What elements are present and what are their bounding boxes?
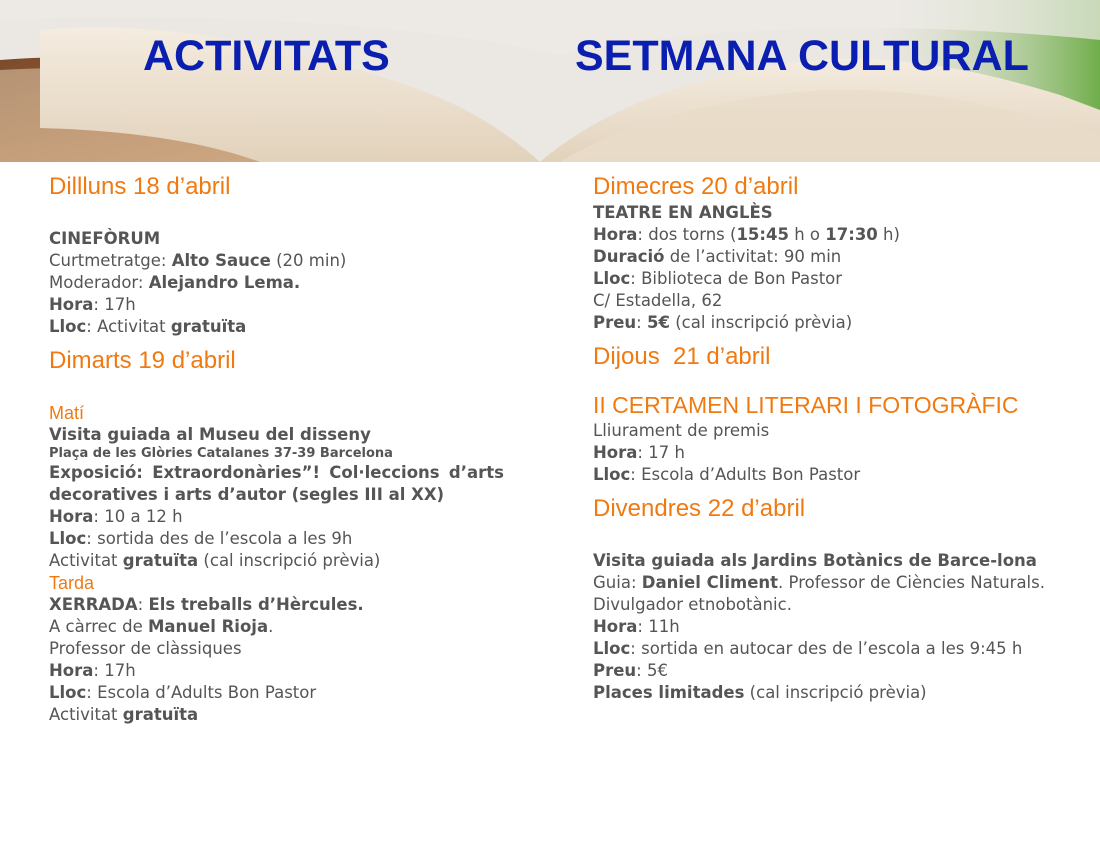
value: Els treballs d’Hèrcules. xyxy=(148,595,364,614)
value: Alto Sauce xyxy=(171,251,271,270)
open-book-image xyxy=(0,0,1100,162)
price-line xyxy=(593,312,1045,334)
hour-line xyxy=(593,616,1045,638)
value: : sortida en autocar des de l’escola a les 9:45 h xyxy=(630,639,1023,658)
morning-label: Matí xyxy=(49,403,85,423)
value: : Escola d’Adults Bon Pastor xyxy=(630,465,861,484)
place-line xyxy=(593,268,1045,290)
short-film-line xyxy=(49,250,504,272)
hour-line xyxy=(593,442,1045,464)
afternoon-label: Tarda xyxy=(49,573,95,593)
day-heading-thursday: Dijous 21 d’abril xyxy=(593,343,771,370)
talk-line xyxy=(49,594,504,616)
limited-places-line xyxy=(593,682,1045,704)
day-heading-friday: Divendres 22 d’abril xyxy=(593,495,806,522)
label: Guia: xyxy=(593,573,642,592)
mid: h o xyxy=(788,225,826,244)
label: Activitat xyxy=(49,551,123,570)
free: gratuïta xyxy=(122,551,199,570)
time2: 17:30 xyxy=(825,225,878,244)
header-banner xyxy=(0,0,1100,162)
street-line: C/ Estadella, 62 xyxy=(593,291,723,310)
extra: (cal inscripció prèvia) xyxy=(198,551,381,570)
value: : Activitat xyxy=(86,317,171,336)
extra: (20 min) xyxy=(270,251,347,270)
label: Curtmetratge: xyxy=(49,251,172,270)
place-line xyxy=(49,316,504,338)
label: Lloc xyxy=(593,639,631,658)
end: h) xyxy=(877,225,900,244)
activity-line xyxy=(49,704,504,726)
label: XERRADA xyxy=(49,595,138,614)
label: Preu xyxy=(593,313,637,332)
label: Hora xyxy=(49,295,94,314)
label: Places limitades xyxy=(593,683,745,702)
place-line xyxy=(49,682,504,704)
value: Daniel Climent xyxy=(641,573,779,592)
day-heading-wednesday: Dimecres 20 d’abril xyxy=(593,173,799,200)
label: Lloc xyxy=(49,683,87,702)
place-line xyxy=(593,638,1045,660)
day-heading-monday: Dillluns 18 d’abril xyxy=(49,173,231,200)
speaker-role: Professor de clàssiques xyxy=(49,639,242,658)
value: : 17h xyxy=(93,661,136,680)
value: : 5€ xyxy=(636,661,668,680)
value: : 11h xyxy=(637,617,680,636)
extra: . Professor de Ciències Naturals. Divulgador etnobotànic. xyxy=(593,573,1045,614)
end: . xyxy=(268,617,274,636)
label: Hora xyxy=(49,661,94,680)
hour-line xyxy=(49,294,504,316)
value: : sortida des de l’escola a les 9h xyxy=(86,529,353,548)
moderator-line xyxy=(49,272,504,294)
certamen-title: II CERTAMEN LITERARI I FOTOGRÀFIC xyxy=(593,392,1019,418)
label: Duració xyxy=(593,247,665,266)
free: gratuïta xyxy=(170,317,247,336)
value: Alejandro Lema. xyxy=(148,273,301,292)
label: Lloc xyxy=(593,269,631,288)
value: : 17h xyxy=(93,295,136,314)
sep: : xyxy=(636,313,647,332)
place-line xyxy=(593,464,1045,486)
place-line xyxy=(49,528,504,550)
theatre-title: TEATRE EN ANGLÈS xyxy=(593,203,773,222)
value: Manuel Rioja xyxy=(147,617,269,636)
value: : Escola d’Adults Bon Pastor xyxy=(86,683,317,702)
label: A càrrec de xyxy=(49,617,148,636)
sep: : xyxy=(137,595,149,614)
label: Hora xyxy=(593,225,638,244)
hour-line xyxy=(593,224,1045,246)
label: Preu xyxy=(593,661,637,680)
title-activitats: ACTIVITATS xyxy=(143,32,390,80)
title-setmana-cultural: SETMANA CULTURAL xyxy=(575,32,1029,80)
label: Activitat xyxy=(49,705,123,724)
exhibition-text: Exposició: Extraordonàries”! Col·leccions d’arts decoratives i arts d’autor (segles III al XX) xyxy=(49,463,504,504)
extra: (cal inscripció prèvia) xyxy=(744,683,927,702)
value: : 17 h xyxy=(637,443,685,462)
hour-line xyxy=(49,660,504,682)
awards-line: Lliurament de premis xyxy=(593,421,770,440)
value: : 10 a 12 h xyxy=(93,507,183,526)
label: Lloc xyxy=(593,465,631,484)
label: Hora xyxy=(593,617,638,636)
label: Hora xyxy=(49,507,94,526)
label: Lloc xyxy=(49,317,87,336)
museum-address: Plaça de les Glòries Catalanes 37-39 Barcelona xyxy=(49,446,393,461)
day-heading-tuesday: Dimarts 19 d’abril xyxy=(49,347,236,374)
museum-visit: Visita guiada al Museu del disseny xyxy=(49,425,371,444)
label: Moderador: xyxy=(49,273,149,292)
speaker-line xyxy=(49,616,504,638)
value: : Biblioteca de Bon Pastor xyxy=(630,269,843,288)
extra: (cal inscripció prèvia) xyxy=(669,313,853,332)
right-column xyxy=(593,172,1045,704)
label: Hora xyxy=(593,443,638,462)
time1: 15:45 xyxy=(736,225,789,244)
free: gratuïta xyxy=(122,705,199,724)
duration-line xyxy=(593,246,1045,268)
left-column xyxy=(49,172,504,726)
value: 5€ xyxy=(646,313,670,332)
garden-visit: Visita guiada als Jardins Botànics de Barce-lona xyxy=(593,551,1037,570)
value: de l’activitat: 90 min xyxy=(664,247,842,266)
activity-line xyxy=(49,550,504,572)
guide-line xyxy=(593,572,1045,616)
hour-line xyxy=(49,506,504,528)
label: Lloc xyxy=(49,529,87,548)
pre: : dos torns ( xyxy=(637,225,737,244)
cineforum-title: CINEFÒRUM xyxy=(49,229,161,248)
price-line xyxy=(593,660,1045,682)
